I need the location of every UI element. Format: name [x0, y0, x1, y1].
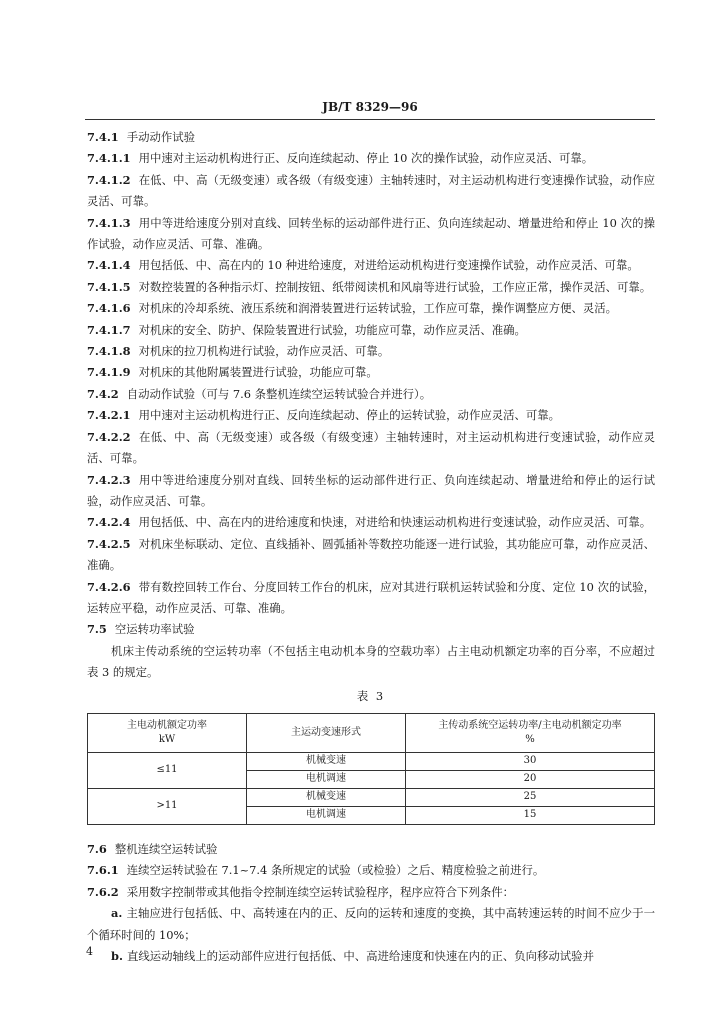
clause: [87, 427, 655, 470]
clause: [87, 470, 655, 513]
clause: [87, 619, 655, 640]
list-item: [87, 946, 655, 967]
clause-text: 用中速对主运动机构进行正、反向连续起动、停止的运转试验，动作应灵活、可靠。: [138, 408, 561, 423]
header-speed-mode: [247, 713, 406, 752]
clause: [87, 362, 655, 383]
table-row: [88, 788, 655, 806]
paragraph-7-5: 机床主传动系统的空运转功率（不包括主电动机本身的空载功率）占主电动机额定功率的百分率，不应超过表 3 的规定。: [87, 643, 655, 680]
header-motor-power: [88, 713, 247, 752]
clause-number: 7.5: [87, 622, 107, 637]
clause-number: 7.4.1.6: [87, 301, 131, 316]
clause: [87, 341, 655, 362]
clause-number: 7.4.2.2: [87, 429, 131, 444]
clause-number: 7.4.2.3: [87, 472, 131, 487]
list-item-label: b.: [111, 949, 123, 963]
page-header: [85, 100, 655, 120]
cell-power: >11: [88, 788, 247, 824]
clause: [87, 170, 655, 213]
table-header-row: [88, 713, 655, 752]
clause-text: 用中等进给速度分别对直线、回转坐标的运动部件进行正、负向连续起动、增量进给和停止的运行试验，动作应灵活、可靠。: [87, 472, 655, 508]
clause-number: 7.4.2.4: [87, 515, 131, 530]
header-power-ratio-line2: %: [525, 733, 535, 745]
clause: [87, 277, 655, 298]
header-power-ratio-line1: 主传动系统空运转功率/主电动机额定功率: [438, 719, 622, 731]
clause: [87, 320, 655, 341]
clause-number: 7.6.2: [87, 884, 119, 899]
clause-text: 对机床的其他附属装置进行试验，功能应可靠。: [138, 365, 378, 380]
clause-number: 7.4.2.1: [87, 408, 131, 423]
clause-number: 7.6.1: [87, 863, 119, 878]
clause-number: 7.4.1.8: [87, 344, 131, 359]
clause-text: 对机床的安全、防护、保险装置进行试验，功能应可靠，动作应灵活、准确。: [138, 322, 526, 337]
sections-7-6: [87, 839, 655, 903]
cell-value: 20: [406, 770, 655, 788]
clause-text: 对数控装置的各种指示灯、控制按钮、纸带阅读机和风扇等进行试验，工作应正常，操作灵活、可靠。: [138, 279, 652, 294]
cell-mode: 机械变速: [247, 788, 406, 806]
clause-text: 对机床的冷却系统、液压系统和润滑装置进行运转试验，工作应可靠，操作调整应方便、灵活。: [138, 301, 618, 316]
cell-value: 30: [406, 752, 655, 770]
clause: [87, 882, 655, 903]
clause-number: 7.4.1.2: [87, 172, 131, 187]
sections-7-4: [87, 127, 655, 641]
clause: [87, 298, 655, 319]
list-item-text: 直线运动轴线上的运动部件应进行包括低、中、高进给速度和快速在内的正、负向移动试验并: [126, 949, 594, 963]
spacer: [87, 825, 655, 839]
clause-number: 7.4.2.5: [87, 536, 131, 551]
clause-number: 7.4.1.5: [87, 279, 131, 294]
condition-list: [87, 903, 655, 967]
clause-number: 7.4.2: [87, 386, 119, 401]
clause-text: 连续空运转试验在 7.1~7.4 条所规定的试验（或检验）之后、精度检验之前进行。: [126, 863, 545, 878]
cell-mode: 电机调速: [247, 770, 406, 788]
header-speed-mode-text: 主运动变速形式: [291, 726, 361, 738]
clause: [87, 255, 655, 276]
clause-text: 用包括低、中、高在内的进给速度和快速，对进给和快速运动机构进行变速试验，动作应灵活、可靠。: [138, 515, 652, 530]
clause: [87, 860, 655, 881]
clause-number: 7.4.1.1: [87, 151, 131, 166]
cell-value: 25: [406, 788, 655, 806]
clause-number: 7.4.2.6: [87, 579, 131, 594]
clause-number: 7.4.1.7: [87, 322, 131, 337]
table-caption: 表 3: [356, 688, 386, 703]
clause-text: 用中等进给速度分别对直线、回转坐标的运动部件进行正、负向连续起动、增量进给和停止 10 次的操作试验，动作应灵活、可靠、准确。: [87, 215, 655, 252]
clause: [87, 148, 655, 169]
clause-text: 对机床坐标联动、定位、直线插补、圆弧插补等数控功能逐一进行试验，其功能应可靠，动作应灵活、准确。: [87, 536, 655, 573]
header-motor-power-line2: kW: [158, 733, 176, 745]
clause: [87, 384, 655, 405]
clause-text: 在低、中、高（无级变速）或各级（有级变速）主轴转速时，对主运动机构进行变速操作试验，动作应灵活、可靠。: [87, 172, 655, 209]
clause-text: 对机床的拉刀机构进行试验，动作应灵活、可靠。: [138, 344, 390, 359]
table-3: [87, 713, 655, 825]
clause-number: 7.4.1.9: [87, 365, 131, 380]
document-body: [87, 127, 655, 967]
clause: [87, 839, 655, 860]
clause: [87, 577, 655, 620]
cell-power: ≤11: [88, 752, 247, 788]
list-item-label: a.: [111, 906, 123, 921]
clause-text: 自动动作试验（可与 7.6 条整机连续空运转试验合并进行）。: [126, 386, 432, 401]
clause-text: 在低、中、高（无级变速）或各级（有级变速）主轴转速时，对主运动机构进行变速试验，动作应灵活、可靠。: [87, 429, 655, 466]
header-power-ratio: [406, 713, 655, 752]
standard-code: JB/T 8329—96: [322, 100, 418, 114]
clause-text: 带有数控回转工作台、分度回转工作台的机床，应对其进行联机运转试验和分度、定位 10 次的试验，运转应平稳，动作应灵活、可靠、准确。: [87, 579, 655, 615]
table-row: [88, 752, 655, 770]
clause-number: 7.4.1.4: [87, 258, 131, 273]
clause-number: 7.4.1: [87, 130, 119, 144]
list-item-text: 主轴应进行包括低、中、高转速在内的正、反向的运转和速度的变换，其中高转速运转的时间不应少于一个循环时间的 10%；: [87, 906, 655, 942]
clause: [87, 127, 655, 148]
clause: [87, 213, 655, 256]
cell-value: 15: [406, 806, 655, 824]
page-number: 4: [86, 945, 93, 958]
clause-text: 空运转功率试验: [114, 622, 195, 637]
clause-text: 用包括低、中、高在内的 10 种进给速度，对进给运动机构进行变速操作试验，动作应灵活、可靠。: [138, 258, 639, 273]
clause: [87, 534, 655, 577]
clause-text: 整机连续空运转试验: [114, 841, 218, 856]
clause: [87, 512, 655, 533]
header-motor-power-line1: 主电动机额定功率: [127, 719, 207, 731]
clause-text: 采用数字控制带或其他指令控制连续空运转试验程序，程序应符合下列条件：: [126, 884, 515, 899]
clause-text: 手动动作试验: [126, 130, 196, 144]
clause-text: 用中速对主运动机构进行正、反向连续起动、停止 10 次的操作试验，动作应灵活、可靠。: [138, 151, 594, 166]
clause-number: 7.4.1.3: [87, 215, 131, 230]
list-item: [87, 903, 655, 946]
cell-mode: 电机调速: [247, 806, 406, 824]
clause: [87, 405, 655, 426]
clause-number: 7.6: [87, 841, 107, 856]
cell-mode: 机械变速: [247, 752, 406, 770]
